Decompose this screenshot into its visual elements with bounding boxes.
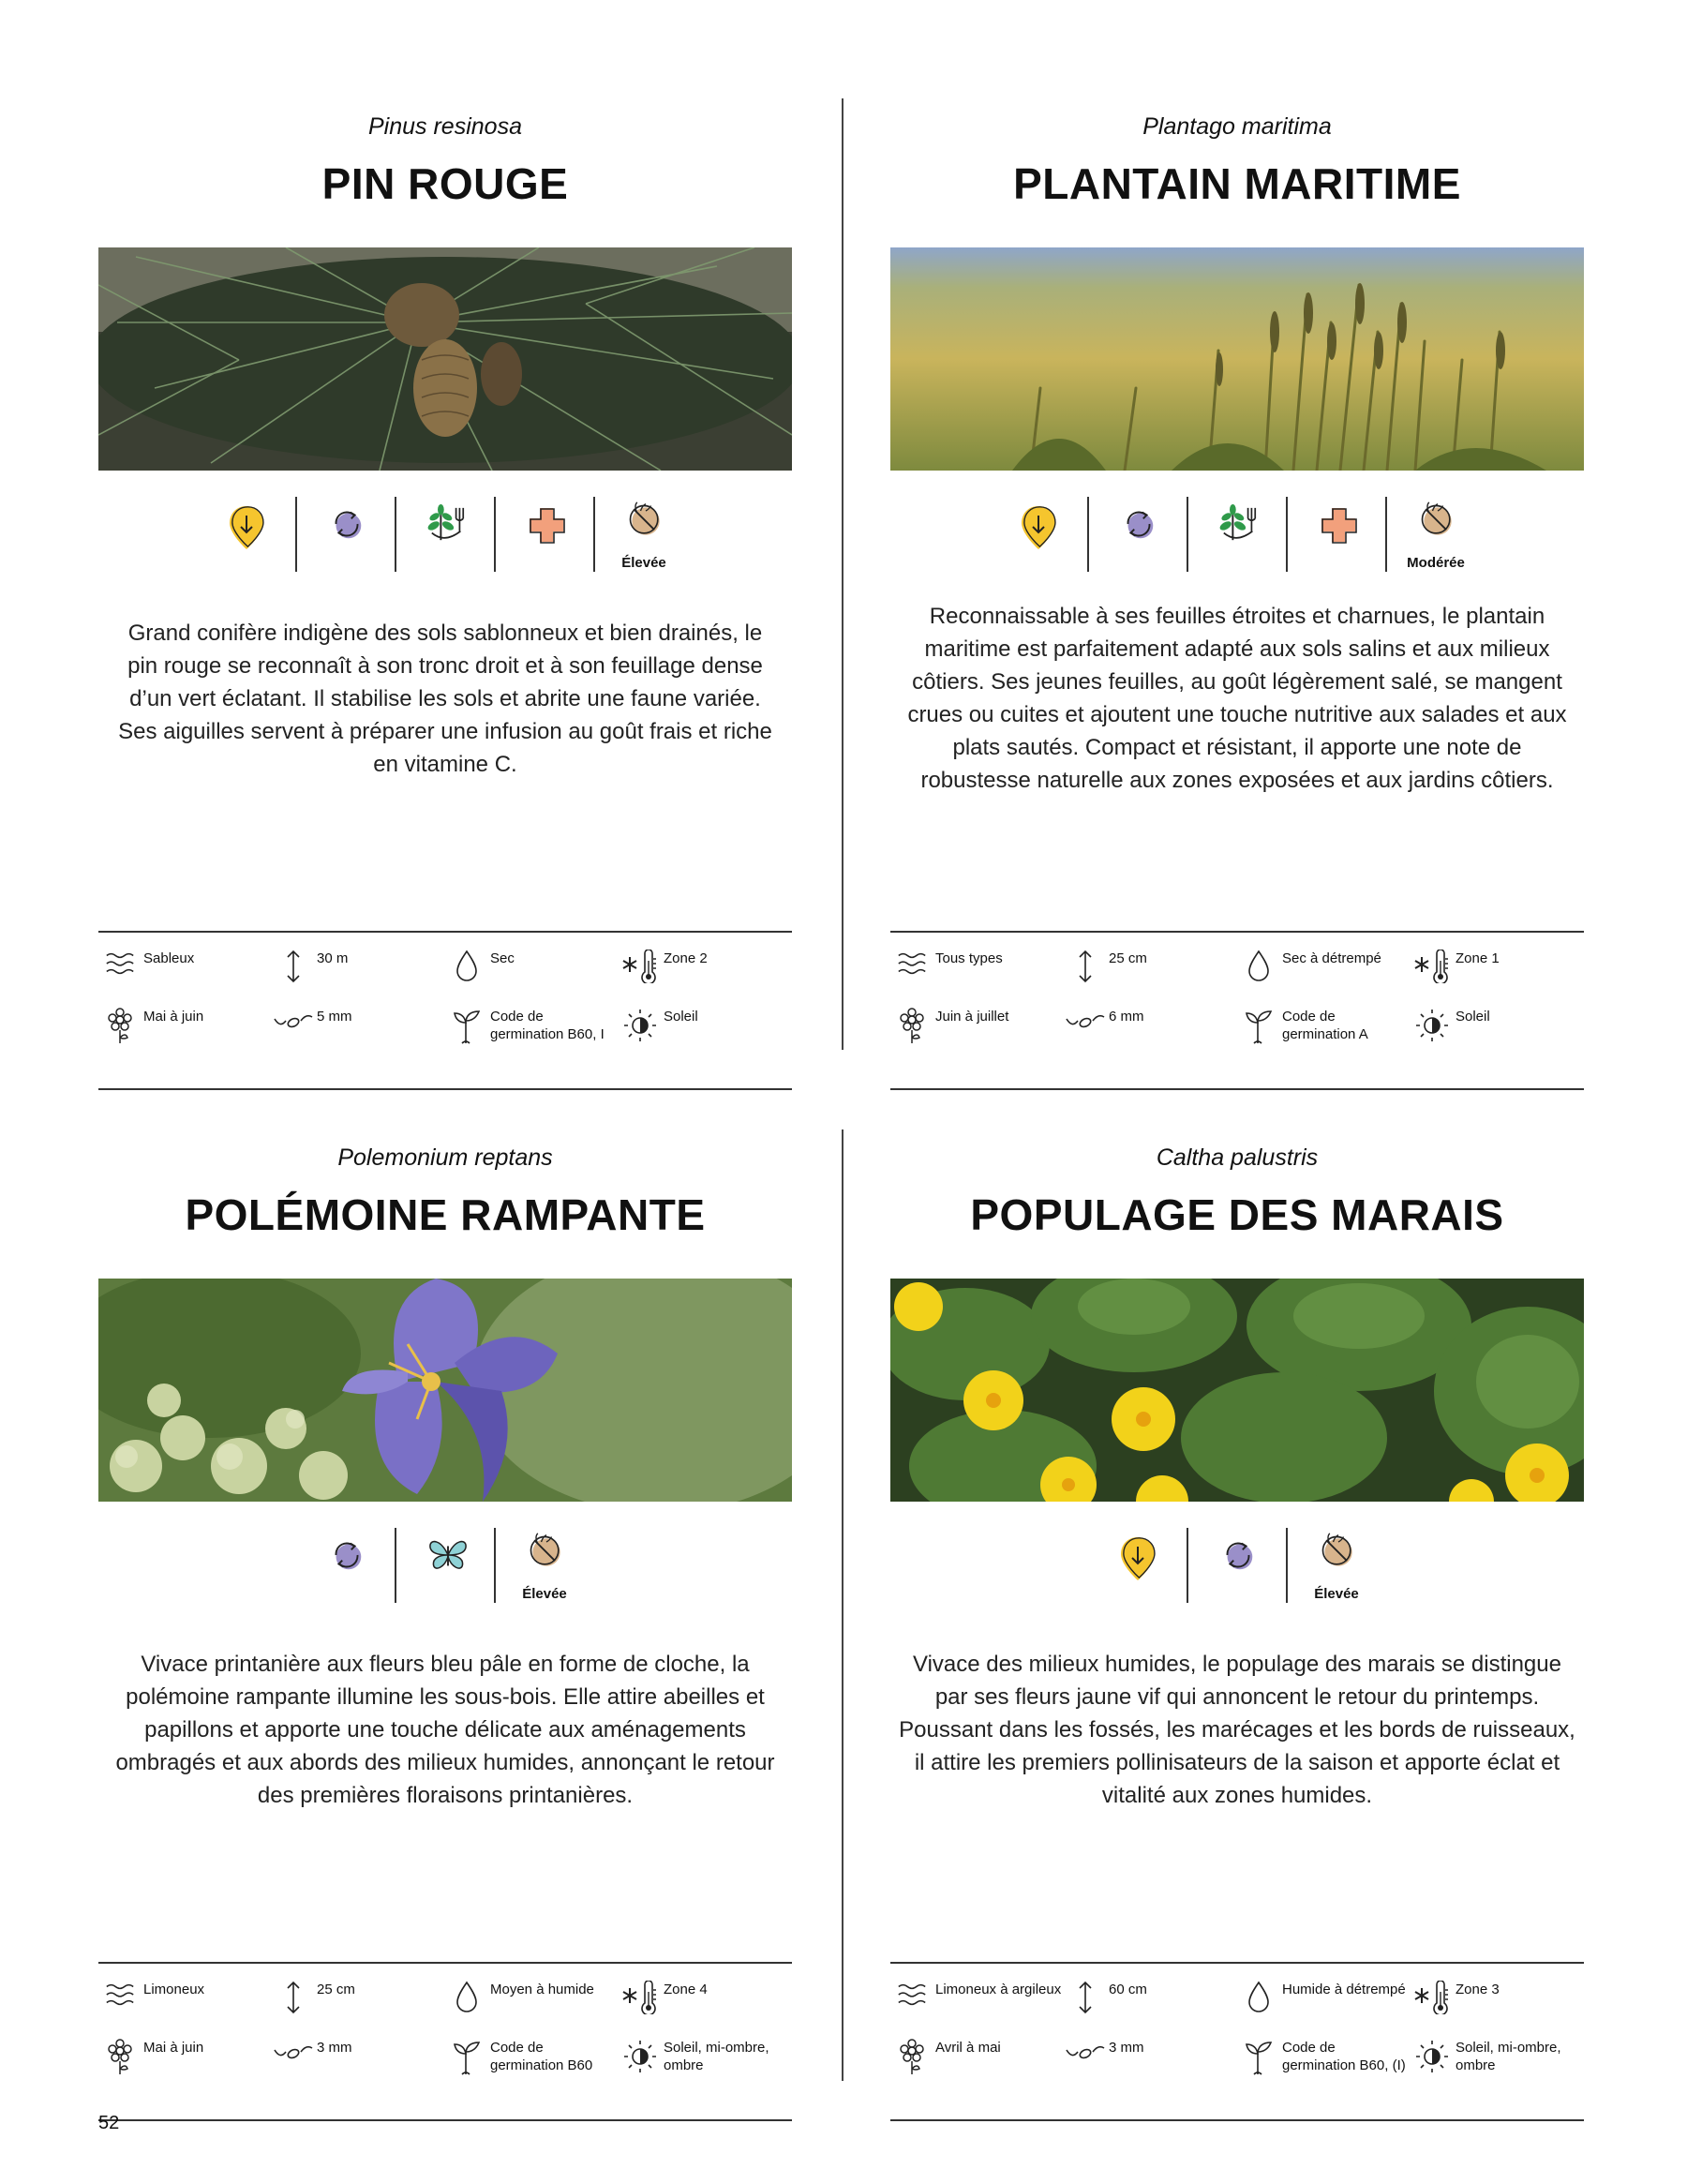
sprout-icon (1243, 1008, 1275, 1045)
spec-germination (445, 1008, 619, 1073)
spec-value: Tous types (935, 950, 1003, 966)
common-name: POPULAGE DES MARAIS (970, 1190, 1504, 1239)
spec-height (1064, 1981, 1237, 2039)
spec-icon-slot (1237, 1981, 1280, 2016)
deer-resistance-icon (526, 1532, 567, 1573)
soil-icon (104, 950, 136, 978)
seed-depth-icon (273, 1008, 314, 1036)
spec-value: Sec à détrempé (1282, 950, 1381, 966)
column-divider-bottom (842, 1129, 844, 2081)
spec-icon-slot (1064, 1981, 1107, 2016)
spec-icon-slot (1064, 950, 1107, 985)
medicinal-badge (494, 497, 593, 572)
spec-value: 3 mm (1109, 2040, 1144, 2056)
height-icon (1071, 950, 1099, 983)
spec-value: Code de germination B60, I (490, 1009, 605, 1042)
spec-seed-depth (272, 2039, 445, 2104)
spec-bloom (890, 1008, 1064, 1073)
spec-icon-slot (445, 1981, 488, 2016)
sun-exposure-icon (622, 2039, 658, 2074)
pollinator-marker-badge (1089, 1528, 1187, 1603)
plant-photo (98, 247, 792, 471)
medicinal-badge (1286, 497, 1385, 572)
spec-value: Soleil, mi-ombre, ombre (1456, 2040, 1561, 2073)
spec-value: Avril à mai (935, 2040, 1001, 2056)
spec-icon-slot (619, 950, 662, 985)
latin-name: Polemonium reptans (337, 1144, 553, 1171)
spec-value: Limoneux (143, 1982, 205, 1997)
spec-icon-slot (445, 2039, 488, 2074)
spec-germination (1237, 2039, 1411, 2104)
common-name: PLANTAIN MARITIME (1013, 159, 1461, 208)
spec-icon-slot (1064, 2039, 1107, 2074)
water-drop-icon (1245, 950, 1273, 983)
spec-table (98, 931, 792, 1090)
spec-icon-slot (272, 1981, 315, 2016)
spec-germination (445, 2039, 619, 2104)
deer-resistance-badge (1385, 497, 1485, 572)
sun-exposure-icon (1414, 2039, 1450, 2074)
badge-row (890, 1528, 1584, 1603)
spec-value: Mai à juin (143, 1009, 204, 1025)
deer-resistance-badge (1286, 1528, 1385, 1603)
seed-depth-icon (1065, 1008, 1106, 1036)
spec-value: Sableux (143, 950, 195, 966)
hardiness-thermometer-icon (1413, 1981, 1451, 2014)
soil-icon (896, 1981, 928, 2009)
spec-light (1411, 2039, 1584, 2104)
spec-icon-slot (1064, 1008, 1107, 1043)
spec-zone (1411, 950, 1584, 1008)
resistance-level: Élevée (1314, 1586, 1359, 1602)
spec-value: Soleil (1456, 1009, 1490, 1025)
spec-icon-slot (619, 1008, 662, 1043)
spec-value: Humide à détrempé (1282, 1982, 1406, 1997)
spec-bloom (890, 2039, 1064, 2104)
pollinator-marker-badge (990, 497, 1087, 572)
plant-photo (98, 1279, 792, 1502)
spec-icon-slot (1411, 2039, 1454, 2074)
resistance-level: Élevée (522, 1586, 567, 1602)
edible-badge (1187, 497, 1286, 572)
hardiness-thermometer-icon (621, 1981, 659, 2014)
height-icon (1071, 1981, 1099, 2014)
cycle-icon (1119, 504, 1158, 544)
latin-name: Pinus resinosa (368, 113, 522, 140)
pollinator-marker-badge (198, 497, 295, 572)
seed-depth-icon (273, 2039, 314, 2067)
latin-name: Plantago maritima (1142, 113, 1332, 140)
spec-value: 25 cm (317, 1982, 355, 1997)
cycle-badge (1187, 1528, 1286, 1603)
spec-moisture (445, 950, 619, 1008)
spec-zone (619, 1981, 792, 2039)
spec-table (890, 1962, 1584, 2121)
spec-value: Zone 4 (664, 1982, 708, 1997)
deer-resistance-badge (593, 497, 693, 572)
spec-value: 30 m (317, 950, 349, 966)
spec-height (272, 1981, 445, 2039)
spec-height (1064, 950, 1237, 1008)
spec-value: Zone 3 (1456, 1982, 1500, 1997)
spec-value: Zone 1 (1456, 950, 1500, 966)
badge-row (98, 1528, 792, 1603)
cycle-icon (327, 1535, 366, 1575)
cycle-icon (1218, 1535, 1258, 1575)
spec-value: Soleil, mi-ombre, ombre (664, 2040, 769, 2073)
spec-moisture (1237, 950, 1411, 1008)
spec-seed-depth (1064, 2039, 1237, 2104)
description: Reconnaissable à ses feuilles étroites et charnues, le plantain maritime est parfaitement adapté aux sols salins et aux milieux côtiers. Ses jeunes feuilles, au goût légèrement salé, se mangent crues ou cuites et ajoutent une touche nutritive aux salades et aux plats sautés. Compact et résistant, il apporte une note de robustesse naturelle aux zones exposées et aux jardins côtiers. (907, 604, 1567, 793)
spec-icon-slot (890, 2039, 933, 2074)
spec-germination (1237, 1008, 1411, 1073)
spec-icon-slot (890, 1981, 933, 2016)
spec-moisture (1237, 1981, 1411, 2039)
sprout-icon (451, 1008, 483, 1045)
badge-row (890, 497, 1584, 572)
spec-light (1411, 1008, 1584, 1073)
plant-card-plantain-maritime (890, 112, 1584, 1042)
spec-icon-slot (890, 950, 933, 985)
spec-seed-depth (272, 1008, 445, 1073)
resistance-level: Modérée (1407, 555, 1465, 571)
hardiness-thermometer-icon (1413, 950, 1451, 983)
sprout-icon (1243, 2039, 1275, 2076)
butterfly-icon (426, 1535, 470, 1575)
spec-table (890, 931, 1584, 1090)
edible-plant-icon (426, 504, 470, 544)
edible-plant-icon (1218, 504, 1262, 544)
page-number: 52 (98, 2113, 120, 2133)
spec-soil (890, 1981, 1064, 2039)
badge-row (98, 497, 792, 572)
spec-zone (1411, 1981, 1584, 2039)
deer-resistance-icon (1318, 1532, 1359, 1573)
flower-icon (105, 1008, 135, 1045)
spec-icon-slot (98, 2039, 142, 2074)
medical-cross-icon (1318, 504, 1359, 546)
spec-icon-slot (619, 1981, 662, 2016)
spec-value: Code de germination B60 (490, 2040, 593, 2073)
common-name: PIN ROUGE (321, 159, 569, 208)
description: Grand conifère indigène des sols sablonneux et bien drainés, le pin rouge se reconnaît à son tronc droit et à son feuillage dense d’un vert éclatant. Il stabilise les sols et abrite une faune variée. Ses aiguilles servent à préparer une infusion au goût frais et riche en vitamine C. (118, 620, 772, 777)
spec-icon-slot (1237, 950, 1280, 985)
spec-icon-slot (1411, 1008, 1454, 1043)
spec-moisture (445, 1981, 619, 2039)
spec-value: 60 cm (1109, 1982, 1147, 1997)
description: Vivace printanière aux fleurs bleu pâle en forme de cloche, la polémoine rampante illumine les sous-bois. Elle attire abeilles et papillons et apporte une touche délicate aux aménagements ombragés et aux abords des milieux humides, annonçant le retour des premières floraisons printanières. (115, 1651, 775, 1808)
column-divider-top (842, 98, 844, 1050)
spec-value: 6 mm (1109, 1009, 1144, 1025)
spec-icon-slot (1237, 2039, 1280, 2074)
common-name: POLÉMOINE RAMPANTE (185, 1190, 706, 1239)
deer-resistance-badge (494, 1528, 593, 1603)
plant-card-pin-rouge (98, 112, 792, 1042)
spec-icon-slot (445, 950, 488, 985)
flower-icon (897, 2039, 927, 2076)
spec-icon-slot (1237, 1008, 1280, 1043)
spec-icon-slot (445, 1008, 488, 1043)
sprout-icon (451, 2039, 483, 2076)
plant-photo (890, 247, 1584, 471)
spec-icon-slot (272, 1008, 315, 1043)
spec-icon-slot (1411, 1981, 1454, 2016)
hardiness-thermometer-icon (621, 950, 659, 983)
cycle-badge (1087, 497, 1187, 572)
spec-soil (98, 1981, 272, 2039)
height-icon (279, 1981, 307, 2014)
plant-card-polemoine-rampante (98, 1144, 792, 2073)
water-drop-icon (1245, 1981, 1273, 2014)
flower-icon (897, 1008, 927, 1045)
spec-value: 5 mm (317, 1009, 352, 1025)
sun-exposure-icon (1414, 1008, 1450, 1043)
cycle-badge (297, 1528, 395, 1603)
marker-icon (1020, 504, 1057, 551)
marker-icon (228, 504, 265, 551)
spec-light (619, 1008, 792, 1073)
description: Vivace des milieux humides, le populage des marais se distingue par ses fleurs jaune vif qui annoncent le retour du printemps. Poussant dans les fossés, les marécages et les bords de ruisseaux, il attire les premiers pollinisateurs de la saison et apporte éclat et vitalité aux zones humides. (899, 1651, 1575, 1808)
water-drop-icon (453, 1981, 481, 2014)
cycle-icon (327, 504, 366, 544)
deer-resistance-icon (1417, 501, 1458, 542)
spec-bloom (98, 1008, 272, 1073)
spec-bloom (98, 2039, 272, 2104)
spec-value: Juin à juillet (935, 1009, 1009, 1025)
cycle-badge (295, 497, 395, 572)
spec-value: Code de germination A (1282, 1009, 1368, 1042)
spec-value: Code de germination B60, (I) (1282, 2040, 1406, 2073)
flower-icon (105, 2039, 135, 2076)
spec-value: 25 cm (1109, 950, 1147, 966)
spec-icon-slot (272, 2039, 315, 2074)
spec-value: Mai à juin (143, 2040, 204, 2056)
spec-value: Zone 2 (664, 950, 708, 966)
marker-icon (1119, 1535, 1157, 1582)
spec-value: Sec (490, 950, 515, 966)
spec-height (272, 950, 445, 1008)
spec-seed-depth (1064, 1008, 1237, 1073)
latin-name: Caltha palustris (1156, 1144, 1319, 1171)
spec-value: Limoneux à argileux (935, 1982, 1062, 1997)
spec-zone (619, 950, 792, 1008)
soil-icon (896, 950, 928, 978)
spec-value: Soleil (664, 1009, 698, 1025)
spec-icon-slot (890, 1008, 933, 1043)
spec-icon-slot (1411, 950, 1454, 985)
water-drop-icon (453, 950, 481, 983)
spec-icon-slot (98, 1981, 142, 2016)
spec-icon-slot (98, 1008, 142, 1043)
seed-depth-icon (1065, 2039, 1106, 2067)
spec-soil (98, 950, 272, 1008)
soil-icon (104, 1981, 136, 2009)
spec-value: 3 mm (317, 2040, 352, 2056)
spec-soil (890, 950, 1064, 1008)
deer-resistance-icon (625, 501, 666, 542)
plant-photo (890, 1279, 1584, 1502)
butterfly-badge (395, 1528, 494, 1603)
edible-badge (395, 497, 494, 572)
spec-value: Moyen à humide (490, 1982, 594, 1997)
spec-light (619, 2039, 792, 2104)
medical-cross-icon (526, 504, 567, 546)
spec-icon-slot (272, 950, 315, 985)
plant-card-populage-des-marais (890, 1144, 1584, 2073)
height-icon (279, 950, 307, 983)
sun-exposure-icon (622, 1008, 658, 1043)
spec-icon-slot (98, 950, 142, 985)
spec-table (98, 1962, 792, 2121)
spec-icon-slot (619, 2039, 662, 2074)
resistance-level: Élevée (621, 555, 666, 571)
